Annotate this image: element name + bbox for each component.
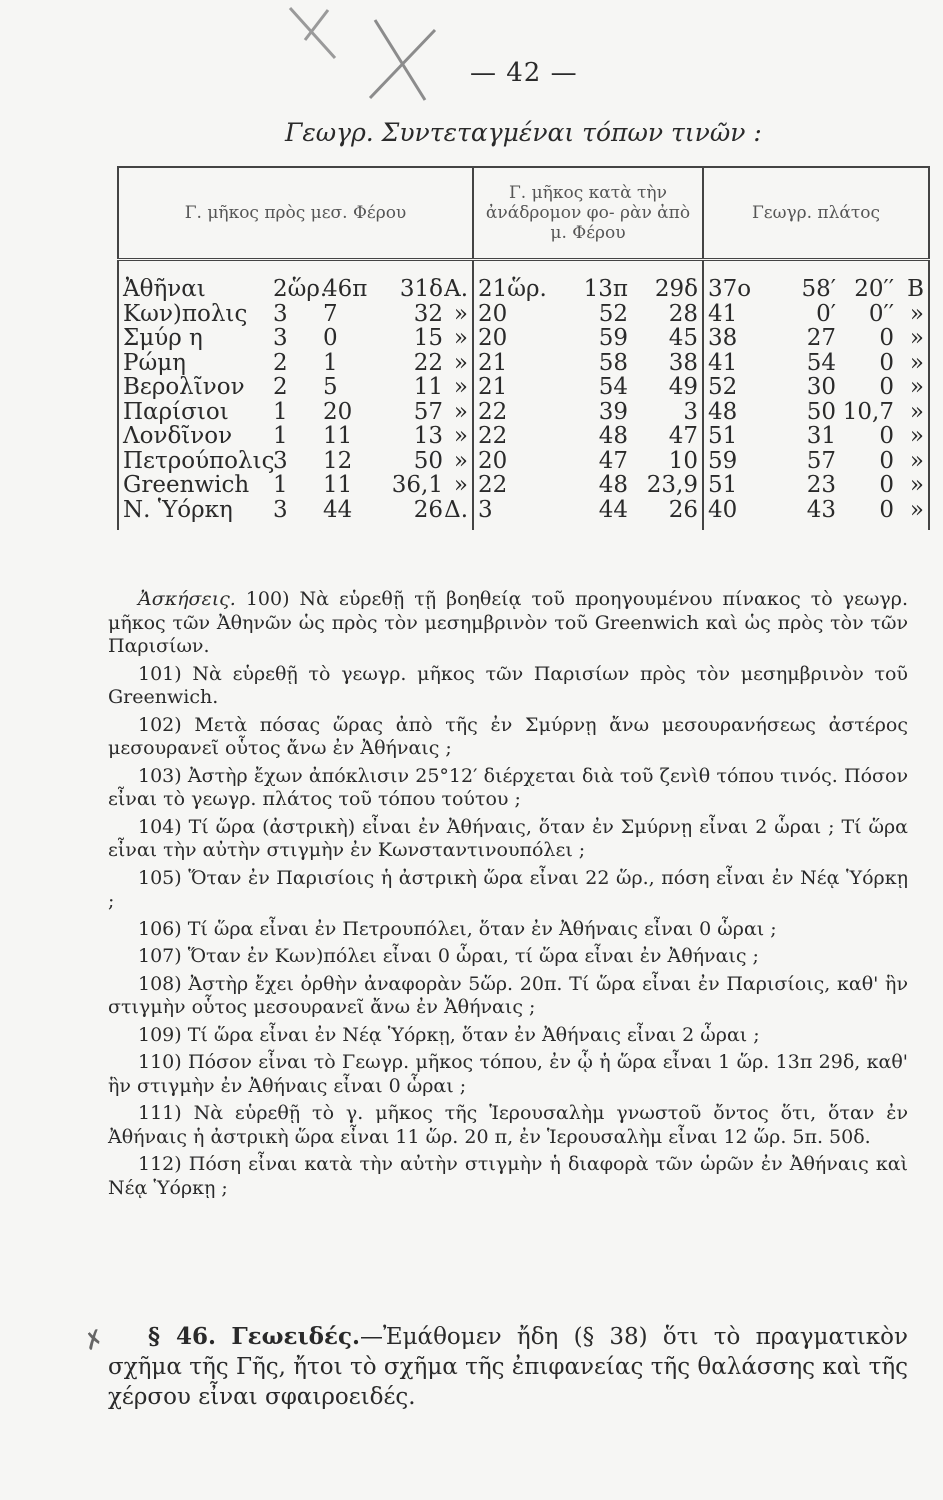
longitude-direction: » (453, 349, 468, 376)
reverse-seconds: 23,9 (646, 472, 698, 498)
table-row (118, 260, 929, 302)
place-name: Greenwich (123, 472, 250, 498)
exercise-text: 103) Ἀστὴρ ἔχων ἀπόκλισιν 25°12′ διέρχεται διὰ τοῦ ζενὶθ τόπου τινός. Πόσον εἶναι τὸ γεωγρ. πλάτος τοῦ τόπου τούτου ; (108, 764, 908, 810)
latitude-minutes: 43 (806, 496, 836, 523)
latitude-seconds: 0 (879, 349, 894, 376)
latitude-seconds: 0 (879, 472, 894, 498)
reverse-hours: 22 (478, 398, 508, 425)
longitude-minutes: 11 (323, 423, 353, 449)
exercises-block (108, 588, 908, 1204)
exercise-text: 102) Μετὰ πόσας ὥρας ἀπὸ τῆς ἐν Σμύρνῃ ἄνω μεσουρανήσεως ἀστέρος μεσουρανεῖ οὗτος ἄνω ἐν Ἀθήναις ; (108, 713, 908, 759)
place-name: Ρώμη (123, 349, 186, 376)
latitude-seconds: 0 (879, 374, 894, 400)
exercise-item (108, 1051, 908, 1098)
longitude-seconds: 15 (413, 325, 443, 351)
latitude-seconds: 10,7 (842, 398, 894, 425)
exercise-item (108, 945, 908, 969)
latitude-degrees: 51 (708, 472, 738, 498)
reverse-seconds: 10 (668, 447, 698, 474)
reverse-hours: 3 (478, 496, 493, 523)
longitude-minutes: 12 (323, 447, 353, 474)
latitude-degrees: 48 (708, 398, 738, 425)
longitude-minutes: 1 (323, 349, 338, 376)
exercise-item (108, 1153, 908, 1200)
place-name: Πετρούπολις (123, 447, 275, 474)
exercise-item (108, 918, 908, 942)
exercise-text: 104) Τί ὥρα (ἀστρικὴ) εἶναι ἐν Ἀθήναις, ὅταν ἐν Σμύρνῃ εἶναι 2 ὧραι ; Τί ὥρα εἶναι τὴν αὐτὴν στιγμὴν ἐν Κωνσταντινουπόλει ; (108, 815, 908, 861)
latitude-minutes: 30 (806, 374, 836, 400)
section-number: § 46. (148, 1323, 217, 1350)
exercise-text: 111) Νὰ εὑρεθῇ τὸ γ. μῆκος τῆς Ἱερουσαλὴμ γνωστοῦ ὄντος ὅτι, ὅταν ἐν Ἀθήναις ἡ ἀστρικὴ ὥρα εἶναι 11 ὥρ. 20 π, ἐν Ἱερουσαλὴμ εἶναι 12 ὥρ. 5π. 50δ. (108, 1102, 908, 1148)
reverse-seconds: 29δ (654, 276, 698, 302)
latitude-minutes: 57 (806, 447, 836, 474)
place-name: Λονδῖνον (123, 423, 233, 449)
reverse-seconds: 26 (668, 496, 698, 523)
reverse-minutes: 58 (598, 349, 628, 376)
latitude-seconds: 0 (879, 423, 894, 449)
latitude-degrees: 41 (708, 349, 738, 376)
table-row (118, 302, 929, 327)
table-row (118, 375, 929, 400)
longitude-direction: » (453, 325, 468, 351)
reverse-minutes: 48 (598, 423, 628, 449)
exercise-item (108, 1102, 908, 1149)
latitude-degrees: 38 (708, 325, 738, 351)
reverse-minutes: 48 (598, 472, 628, 498)
latitude-minutes: 54 (806, 349, 836, 376)
latitude-minutes: 27 (806, 325, 836, 351)
reverse-minutes: 47 (598, 447, 628, 474)
latitude-degrees: 41 (708, 300, 738, 327)
longitude-minutes: 44 (323, 496, 353, 523)
latitude-hemisphere: » (909, 325, 924, 351)
longitude-seconds: 13 (413, 423, 443, 449)
exercise-text: 106) Τί ὥρα εἶναι ἐν Πετρουπόλει, ὅταν ἐν Ἀθήναις εἶναι 0 ὧραι ; (138, 917, 777, 940)
longitude-direction: » (453, 423, 468, 449)
longitude-minutes: 0 (323, 325, 338, 351)
latitude-hemisphere: » (909, 300, 924, 327)
longitude-direction: » (453, 447, 468, 474)
longitude-direction: Δ. (444, 496, 468, 523)
reverse-minutes: 13π (583, 276, 628, 302)
reverse-seconds: 3 (683, 398, 698, 425)
longitude-direction: Α. (444, 276, 468, 302)
longitude-seconds: 22 (413, 349, 443, 376)
reverse-minutes: 39 (598, 398, 628, 425)
section-text: —Ἐμάθομεν ἤδη (§ 38) ὅτι τὸ πραγματικὸν σχῆμα τῆς Γῆς, ἤτοι τὸ σχῆμα τῆς ἐπιφανείας τῆς θαλάσσης καὶ τῆς χέρσου εἶναι σφαιροειδές. (108, 1324, 908, 1410)
exercise-text: 108) Ἀστὴρ ἔχει ὀρθὴν ἀναφορὰν 5ὥρ. 20π. Τί ὥρα εἶναι ἐν Παρισίοις, καθ' ἣν στιγμὴν οὗτος μεσουρανεῖ ἄνω ἐν Ἀθήναις ; (108, 972, 908, 1018)
latitude-minutes: 23 (806, 472, 836, 498)
reverse-hours: 22 (478, 472, 508, 498)
coordinates-table (117, 166, 930, 530)
longitude-hours: 2 (273, 374, 288, 400)
exercise-text: 112) Πόση εἶναι κατὰ τὴν αὐτὴν στιγμὴν ἡ διαφορὰ τῶν ὡρῶν ἐν Ἀθήναις καὶ Νέᾳ Ὑόρκῃ ; (108, 1153, 908, 1199)
latitude-degrees: 40 (708, 496, 738, 523)
header-longitude-east: Γ. μῆκος πρὸς μεσ. Φέρου (118, 167, 473, 260)
place-name: Ν. Ὑόρκη (123, 496, 233, 523)
latitude-hemisphere: » (909, 349, 924, 376)
latitude-seconds: 20′′ (854, 276, 894, 302)
exercise-item (108, 588, 908, 659)
page-number: — 42 — (470, 58, 578, 88)
place-name: Ἀθῆναι (123, 276, 206, 302)
section-heading: Γεωειδές. (231, 1323, 360, 1350)
longitude-seconds: 32 (413, 300, 443, 327)
longitude-minutes: 46π (323, 276, 368, 302)
table-row (118, 449, 929, 474)
place-name: Σμύρ η (123, 325, 203, 351)
header-latitude: Γεωγρ. πλάτος (703, 167, 929, 260)
latitude-seconds: 0 (879, 325, 894, 351)
reverse-hours: 20 (478, 300, 508, 327)
longitude-seconds: 36,1 (391, 472, 443, 498)
latitude-seconds: 0 (879, 447, 894, 474)
exercise-item (108, 663, 908, 710)
latitude-hemisphere: » (909, 447, 924, 474)
exercise-text: 100) Νὰ εὑρεθῇ τῇ βοηθείᾳ τοῦ προηγουμένου πίνακος τὸ γεωγρ. μῆκος τῶν Ἀθηνῶν ὡς πρὸς τὸν μεσημβρινὸν τοῦ Greenwich καὶ ὡς πρὸς τὸν τῶν Παρισίων. (108, 588, 908, 657)
table-row (118, 498, 929, 531)
place-name: Βερολῖνον (123, 374, 245, 400)
table-row (118, 351, 929, 376)
latitude-degrees: 59 (708, 447, 738, 474)
exercise-text: 101) Νὰ εὑρεθῇ τὸ γεωγρ. μῆκος τῶν Παρισίων πρὸς τὸν μεσημβρινὸν τοῦ Greenwich. (108, 662, 908, 708)
latitude-seconds: 0′′ (868, 300, 894, 327)
reverse-hours: 21 (478, 374, 508, 400)
exercise-text: 105) Ὅταν ἐν Παρισίοις ἡ ἀστρικὴ ὥρα εἶναι 22 ὥρ., πόση εἶναι ἐν Νέᾳ Ὑόρκῃ ; (108, 866, 908, 912)
longitude-hours: 1 (273, 398, 288, 425)
reverse-seconds: 38 (668, 349, 698, 376)
longitude-seconds: 31δ (399, 276, 443, 302)
exercise-item (108, 1024, 908, 1048)
exercise-item (108, 714, 908, 761)
longitude-hours: 3 (273, 325, 288, 351)
latitude-degrees: 51 (708, 423, 738, 449)
latitude-degrees: 52 (708, 374, 738, 400)
latitude-hemisphere: » (909, 374, 924, 400)
exercise-item (108, 816, 908, 863)
latitude-minutes: 50 (806, 398, 836, 425)
longitude-seconds: 26 (413, 496, 443, 523)
longitude-direction: » (453, 300, 468, 327)
reverse-minutes: 59 (598, 325, 628, 351)
longitude-direction: » (453, 374, 468, 400)
longitude-hours: 1 (273, 472, 288, 498)
longitude-minutes: 11 (323, 472, 353, 498)
latitude-hemisphere: » (909, 423, 924, 449)
reverse-hours: 20 (478, 447, 508, 474)
table-row (118, 473, 929, 498)
longitude-hours: 3 (273, 447, 288, 474)
table-row (118, 400, 929, 425)
latitude-hemisphere: Β (907, 276, 924, 302)
reverse-seconds: 28 (668, 300, 698, 327)
longitude-direction: » (453, 472, 468, 498)
longitude-seconds: 50 (413, 447, 443, 474)
table-body (118, 260, 929, 531)
latitude-seconds: 0 (879, 496, 894, 523)
longitude-minutes: 7 (323, 300, 338, 327)
longitude-hours: 2 (273, 349, 288, 376)
longitude-seconds: 11 (413, 374, 443, 400)
exercise-text: 107) Ὅταν ἐν Κων)πόλει εἶναι 0 ὧραι, τί ὥρα εἶναι ἐν Ἀθήναις ; (138, 945, 759, 967)
exercises-heading: Ἀσκήσεις. (138, 588, 236, 610)
longitude-direction: » (453, 398, 468, 425)
reverse-seconds: 47 (668, 423, 698, 449)
pencil-x-marks (260, 0, 460, 110)
section-46 (108, 1322, 908, 1412)
latitude-minutes: 58′ (801, 276, 836, 302)
reverse-hours: 22 (478, 423, 508, 449)
latitude-degrees: 37ο (708, 276, 752, 302)
longitude-hours: 3 (273, 300, 288, 327)
latitude-hemisphere: » (909, 398, 924, 425)
pencil-margin-mark: ✗ (79, 1323, 109, 1357)
longitude-seconds: 57 (413, 398, 443, 425)
reverse-minutes: 52 (598, 300, 628, 327)
exercise-text: 110) Πόσον εἶναι τὸ Γεωγρ. μῆκος τόπου, ἐν ᾧ ἡ ὥρα εἶναι 1 ὥρ. 13π 29δ, καθ' ἣν στιγμὴν ἐν Ἀθήναις εἶναι 0 ὧραι ; (108, 1051, 908, 1097)
longitude-minutes: 5 (323, 374, 338, 400)
reverse-hours: 21ὥρ. (478, 276, 547, 302)
reverse-seconds: 45 (668, 325, 698, 351)
latitude-hemisphere: » (909, 472, 924, 498)
longitude-minutes: 20 (323, 398, 353, 425)
reverse-seconds: 49 (668, 374, 698, 400)
longitude-hours: 1 (273, 423, 288, 449)
header-longitude-west: Γ. μῆκος κατὰ τὴν ἀνάδρομον φο- ρὰν ἀπὸ μ. Φέρου (473, 167, 703, 260)
exercise-item (108, 867, 908, 914)
latitude-minutes: 31 (806, 423, 836, 449)
reverse-hours: 21 (478, 349, 508, 376)
page-title: Γεωγρ. Συντεταγμέναι τόπων τινῶν : (285, 118, 762, 147)
section-paragraph (108, 1322, 908, 1412)
table-row (118, 326, 929, 351)
place-name: Παρίσιοι (123, 398, 229, 425)
latitude-minutes: 0′ (816, 300, 836, 327)
table-row (118, 424, 929, 449)
longitude-hours: 3 (273, 496, 288, 523)
place-name: Κων)πολις (123, 300, 248, 327)
reverse-minutes: 54 (598, 374, 628, 400)
latitude-hemisphere: » (909, 496, 924, 523)
exercise-item (108, 973, 908, 1020)
exercise-text: 109) Τί ὥρα εἶναι ἐν Νέᾳ Ὑόρκῃ, ὅταν ἐν Ἀθήναις εἶναι 2 ὧραι ; (138, 1023, 760, 1046)
reverse-hours: 20 (478, 325, 508, 351)
reverse-minutes: 44 (598, 496, 628, 523)
longitude-hours: 2ὥρ. (273, 276, 328, 302)
exercise-item (108, 765, 908, 812)
